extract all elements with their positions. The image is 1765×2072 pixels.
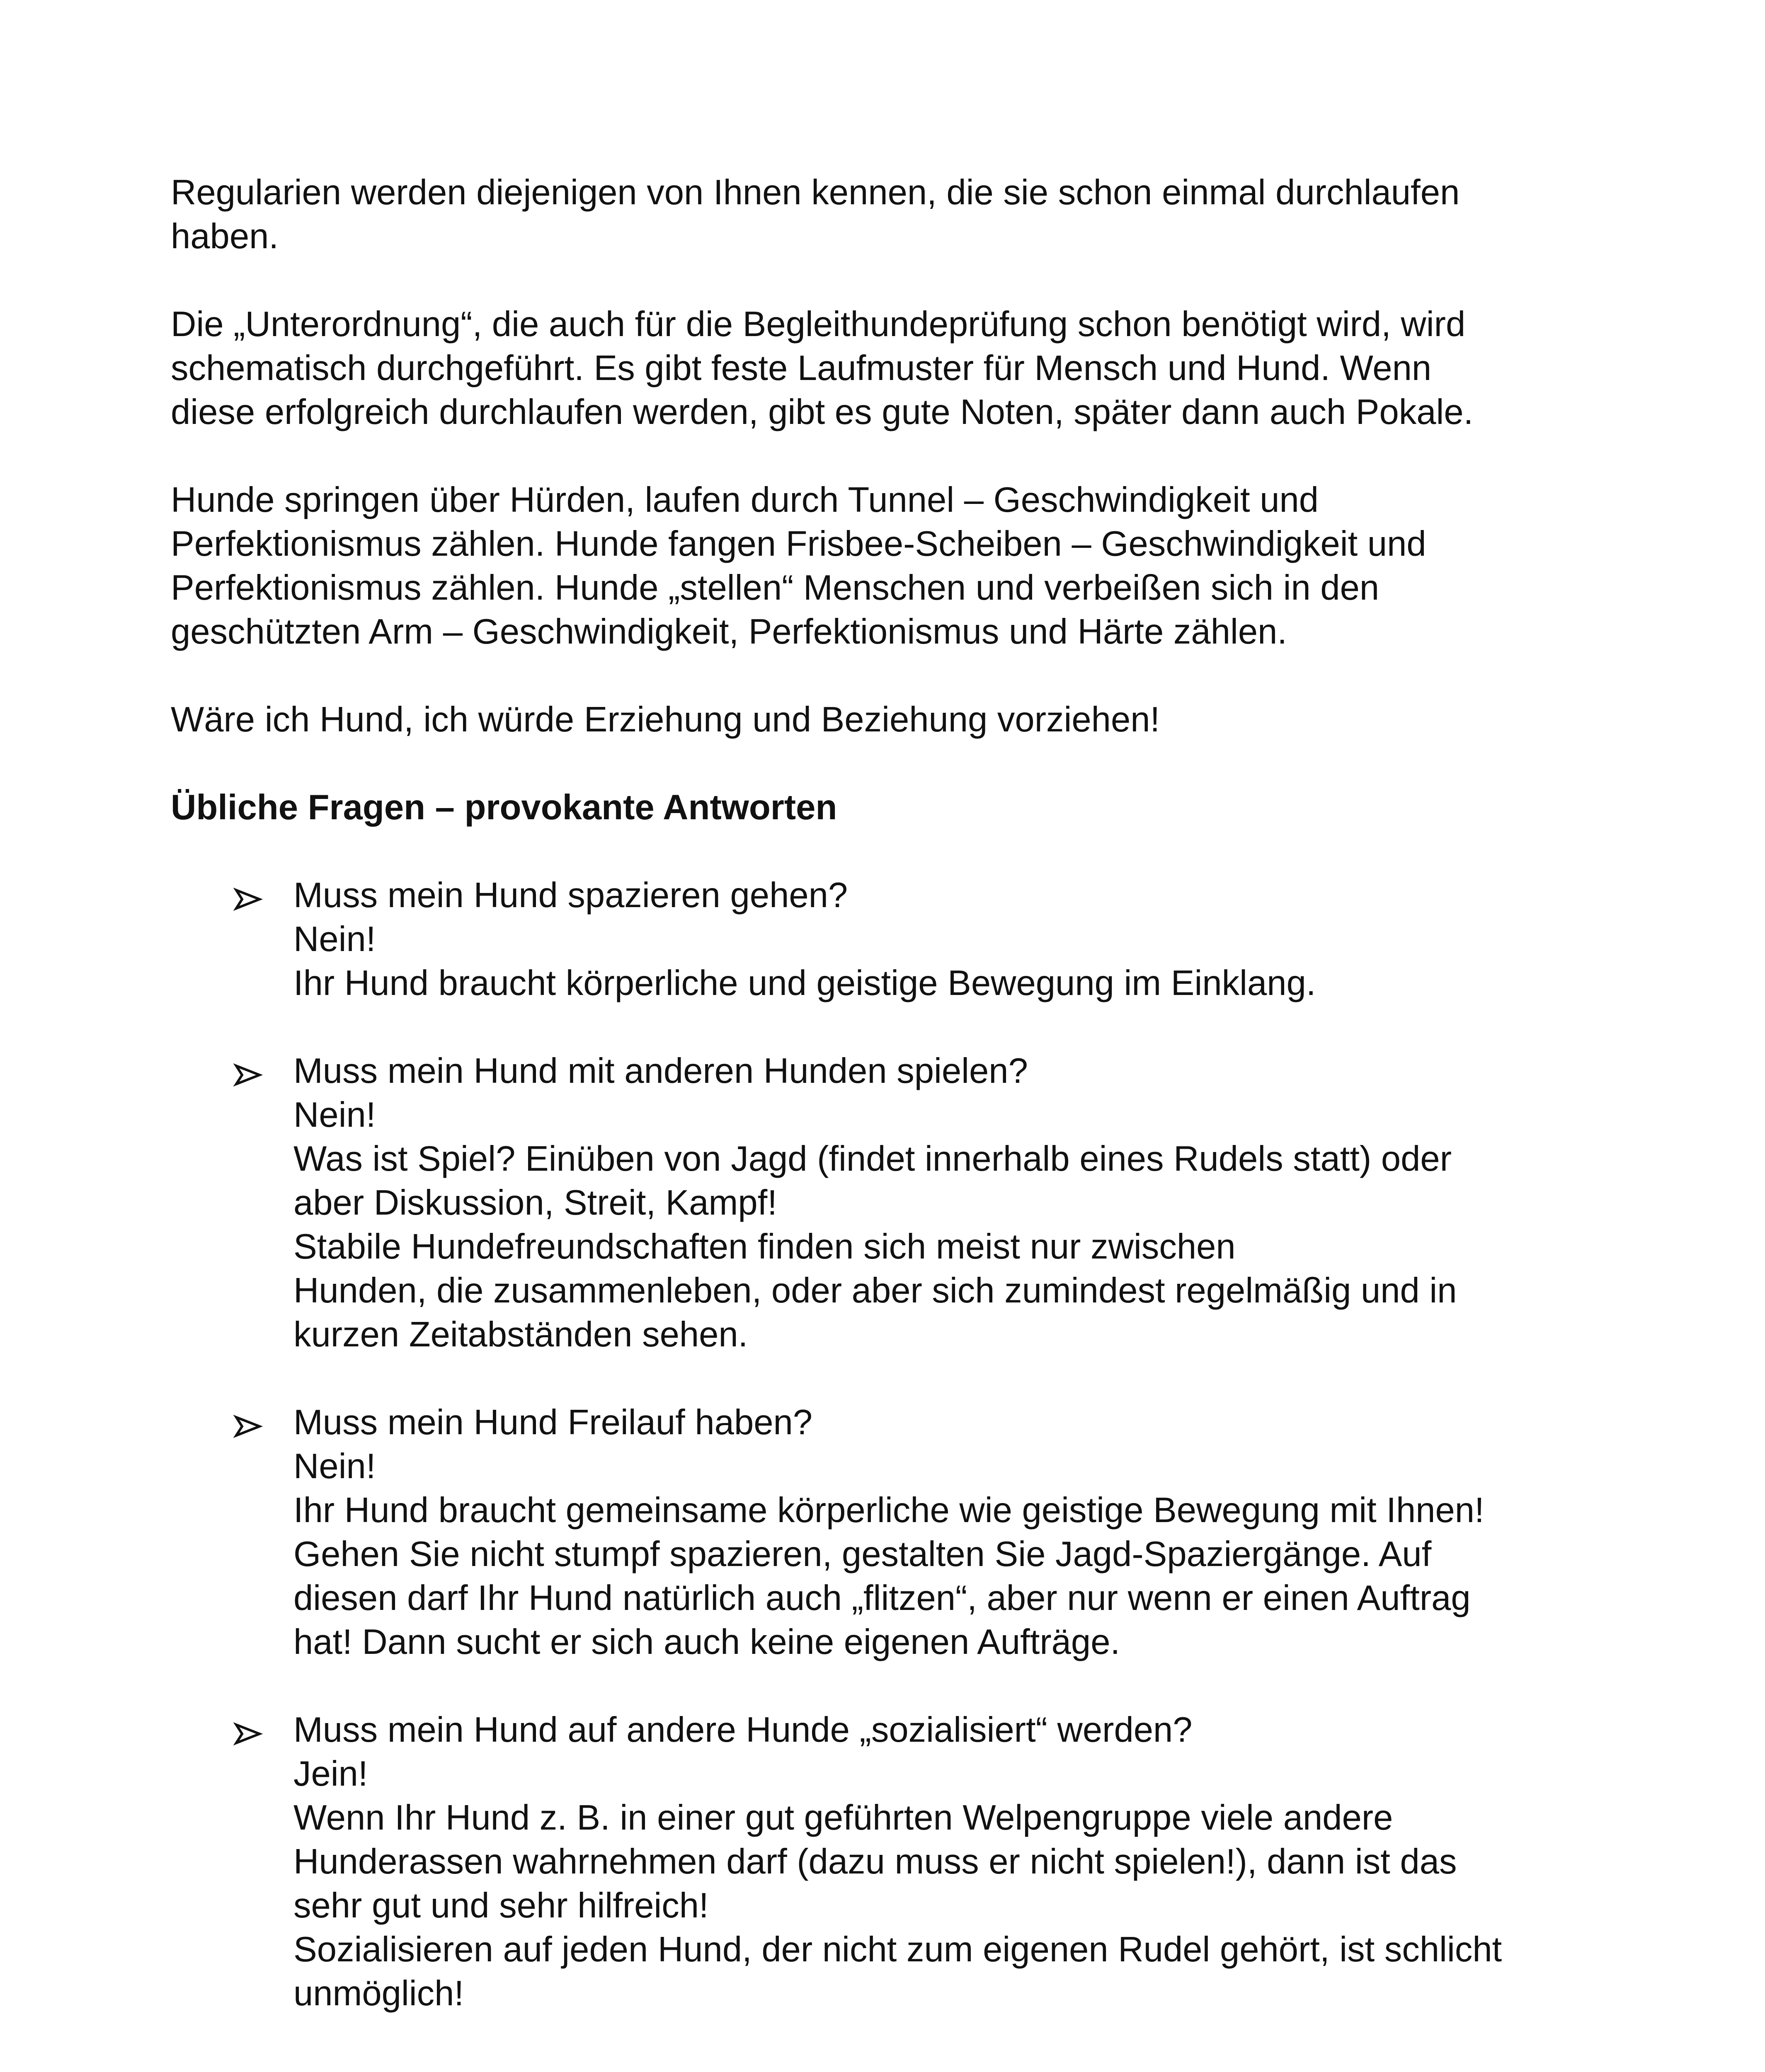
question-text: Muss mein Hund spazieren gehen?	[293, 876, 848, 915]
text-line: Perfektionismus zählen. Hunde fangen Frisbee-Scheiben – Geschwindigkeit und	[171, 524, 1426, 564]
arrowhead-bullet-icon	[233, 1049, 266, 1093]
text-line: hat! Dann sucht er sich auch keine eigenen Aufträge.	[293, 1622, 1120, 1662]
answer-text: Nein!	[293, 920, 376, 959]
text-line: haben.	[171, 217, 279, 256]
question-content	[293, 1049, 1457, 1357]
paragraph-unterordnung	[171, 303, 1630, 434]
text-line: Hunde springen über Hürden, laufen durch Tunnel – Geschwindigkeit und	[171, 480, 1319, 520]
question-text: Muss mein Hund Freilauf haben?	[293, 1403, 813, 1442]
text-line: Wäre ich Hund, ich würde Erziehung und Beziehung vorziehen!	[171, 700, 1160, 739]
text-line: Hunden, die zusammenleben, oder aber sich zumindest regelmäßig und in	[293, 1271, 1457, 1310]
text-line: Ihr Hund braucht körperliche und geistige Bewegung im Einklang.	[293, 963, 1316, 1003]
text-line: Regularien werden diejenigen von Ihnen kennen, die sie schon einmal durchlaufen	[171, 173, 1460, 212]
question-text: Muss mein Hund mit anderen Hunden spielen?	[293, 1051, 1028, 1091]
arrowhead-bullet-icon	[233, 874, 266, 917]
paragraph-hunde-springen	[171, 478, 1630, 654]
paragraph-waere-ich-hund	[171, 698, 1630, 742]
paragraph-regularien	[171, 171, 1630, 259]
text-line: aber Diskussion, Streit, Kampf!	[293, 1183, 777, 1222]
text-line: Gehen Sie nicht stumpf spazieren, gestalten Sie Jagd-Spaziergänge. Auf	[293, 1535, 1432, 1574]
text-line: kurzen Zeitabständen sehen.	[293, 1315, 748, 1354]
question-text: Muss mein Hund auf andere Hunde „sozialisiert“ werden?	[293, 1710, 1193, 1750]
text-line: schematisch durchgeführt. Es gibt feste Laufmuster für Mensch und Hund. Wenn	[171, 349, 1432, 388]
text-line: diese erfolgreich durchlaufen werden, gibt es gute Noten, später dann auch Pokale.	[171, 392, 1474, 432]
answer-text: Nein!	[293, 1447, 376, 1486]
text-line: Ihr Hund braucht gemeinsame körperliche wie geistige Bewegung mit Ihnen!	[293, 1491, 1484, 1530]
question-content	[293, 1708, 1502, 2016]
text-line: Stabile Hundefreundschaften finden sich meist nur zwischen	[293, 1227, 1236, 1266]
text-line: Wenn Ihr Hund z. B. in einer gut geführten Welpengruppe viele andere	[293, 1798, 1393, 1837]
text-line: Die „Unterordnung“, die auch für die Begleithundeprüfung schon benötigt wird, wird	[171, 305, 1466, 344]
answer-text: Jein!	[293, 1754, 368, 1794]
section-heading	[171, 786, 1630, 830]
question-content	[293, 874, 1316, 1005]
text-line: unmöglich!	[293, 1974, 464, 2013]
arrowhead-bullet-icon	[233, 1708, 266, 1752]
answer-text: Nein!	[293, 1095, 376, 1135]
question-content	[293, 1401, 1484, 1664]
text-line: sehr gut und sehr hilfreich!	[293, 1886, 709, 1925]
heading-text: Übliche Fragen – provokante Antworten	[171, 788, 837, 827]
text-line: Hunderassen wahrnehmen darf (dazu muss er nicht spielen!), dann ist das	[293, 1842, 1457, 1881]
text-line: Perfektionismus zählen. Hunde „stellen“ Menschen und verbeißen sich in den	[171, 568, 1380, 608]
text-line: Sozialisieren auf jeden Hund, der nicht zum eigenen Rudel gehört, ist schlicht	[293, 1930, 1502, 1969]
text-line: diesen darf Ihr Hund natürlich auch „flitzen“, aber nur wenn er einen Auftrag	[293, 1578, 1471, 1618]
text-line: Was ist Spiel? Einüben von Jagd (findet innerhalb eines Rudels statt) oder	[293, 1139, 1452, 1179]
text-line: geschützten Arm – Geschwindigkeit, Perfektionismus und Härte zählen.	[171, 612, 1287, 651]
arrowhead-bullet-icon	[233, 1401, 266, 1445]
